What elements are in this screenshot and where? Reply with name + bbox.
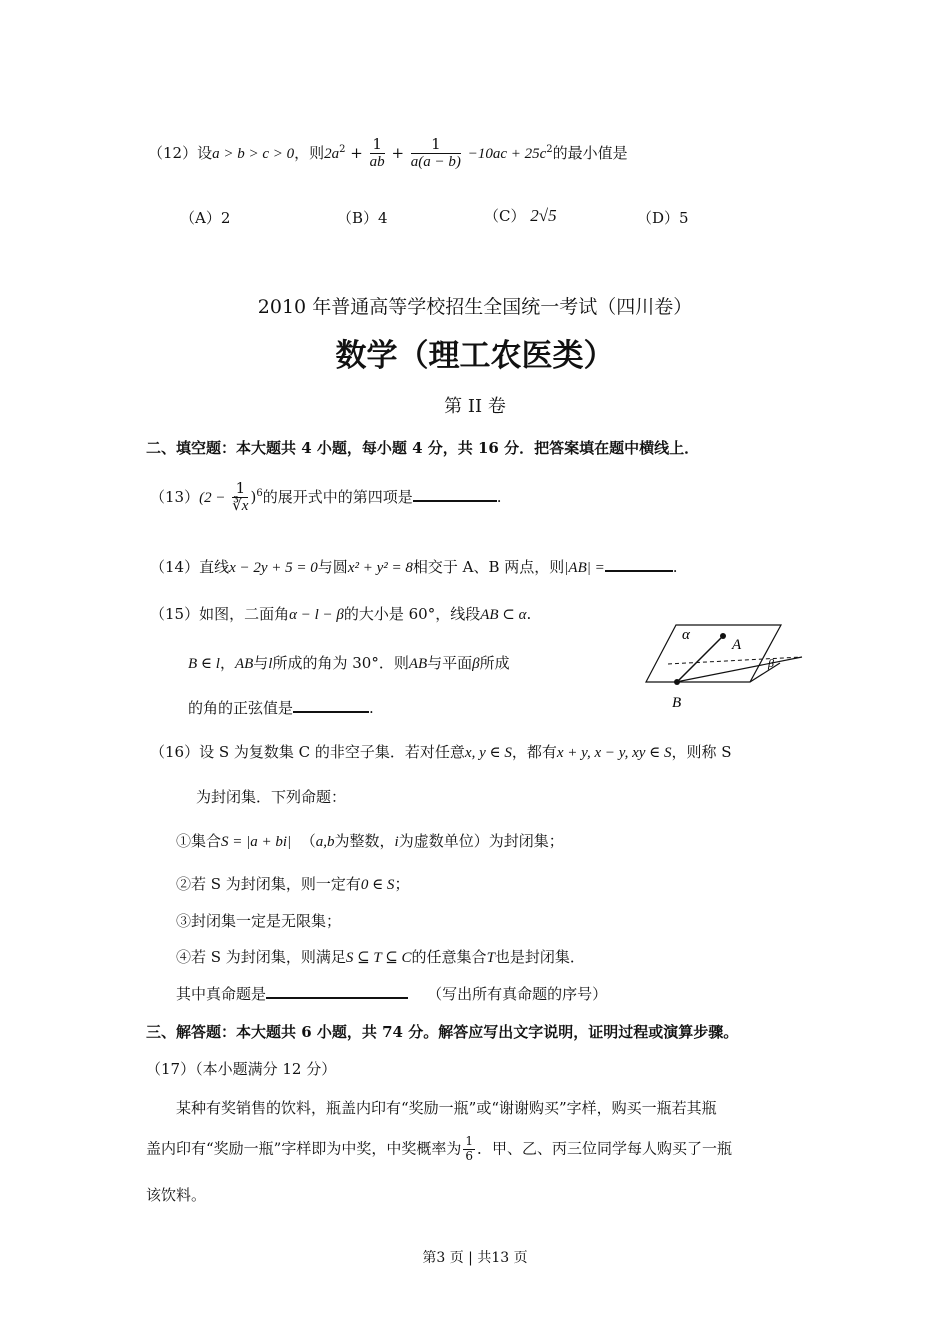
q16-l1c: ，都有 [511, 743, 557, 761]
q16-p4c: 的任意集合 [411, 948, 487, 966]
section3-title: 三、解答题：本大题共 6 小题，共 74 分。解答应写出文字说明，证明过程或演算步骤。 [146, 1023, 739, 1041]
q15-l2c: AB [234, 656, 254, 672]
q16-l1b: x, y ∈ S [464, 745, 512, 761]
q14-end: . [672, 558, 678, 576]
q16-p1d: a,b [315, 834, 335, 850]
q14-ab: |AB| = [564, 560, 605, 576]
page-footer: 第3 页 | 共13 页 [422, 1250, 528, 1266]
q13-answer-blank[interactable] [413, 486, 497, 502]
q15-l2j: 所成 [479, 654, 510, 672]
q12-option-a: （A）2 [180, 209, 231, 227]
q16-p4b: S ⊆ T ⊆ C [345, 950, 412, 966]
q16-p2a: ②若 S 为封闭集，则一定有 [176, 875, 361, 893]
exam-title: 2010 年普通高等学校招生全国统一考试（四川卷） [257, 296, 693, 318]
q15-answer-blank[interactable] [293, 697, 369, 713]
q16-p4a: ④若 S 为封闭集，则满足 [176, 948, 346, 966]
q12-option-c-value: 2√5 [530, 206, 557, 225]
q12-tail: 的最小值是 [552, 143, 628, 162]
q12-condition: a > b > c > 0 [212, 145, 295, 162]
q12-frac1-num: 1 [370, 136, 385, 154]
q15-l2h: 与平面 [427, 654, 473, 672]
q13-end: . [496, 487, 502, 506]
q16-p1f: i [394, 834, 399, 850]
q12-option-d: （D）5 [637, 209, 689, 227]
q15-l3: 的角的正弦值是 [188, 699, 294, 717]
q16-line2: 为封闭集．下列命题： [196, 788, 347, 806]
label-b: B [672, 695, 682, 711]
q13-lead: (2 − [199, 489, 226, 506]
q15-l2i: β [472, 656, 480, 672]
q12-frac2 [411, 136, 461, 172]
section2-title: 二、填空题：本大题共 4 小题，每小题 4 分，共 16 分．把答案填在题中横线上． [146, 439, 700, 457]
q16-p1a: ①集合 [176, 832, 222, 850]
q16-p2b: 0 ∈ S [360, 877, 395, 893]
q16-prop2 [176, 873, 409, 894]
q16-ans-label: 其中真命题是 [176, 985, 267, 1003]
q12-frac1-den: ab [369, 154, 385, 171]
q16-l1a: （16）设 S 为复数集 C 的非空子集．若对任意 [150, 743, 465, 761]
q12-frac1 [370, 136, 385, 172]
q13-frac-den: ∛x [232, 498, 249, 515]
q13-exp: 6 [256, 487, 263, 499]
plane-alpha [646, 625, 781, 682]
q12-plus2: + [391, 143, 405, 162]
q15-l3end: . [369, 699, 374, 717]
q12-frac2-den: a(a − b) [410, 154, 461, 171]
q16-p4e: 也是封闭集． [494, 948, 585, 966]
point-a [720, 633, 726, 639]
q12-number: （12）设 [148, 143, 213, 162]
q16-line1 [150, 741, 732, 762]
q17-l2a: 盖内印有“奖励一瓶”字样即为中奖，中奖概率为 [146, 1139, 462, 1158]
q14-answer-blank[interactable] [605, 556, 673, 572]
q17-line2 [146, 1135, 732, 1164]
q16-prop3: ③封闭集一定是无限集； [176, 912, 342, 930]
q14-line [150, 556, 678, 577]
q13-line [150, 480, 502, 516]
q13-frac [232, 480, 248, 516]
q16-l1e: ，则称 S [671, 743, 732, 761]
q15-l2f: 所成的角为 30°．则 [272, 654, 409, 672]
q12-option-c-label: （C） [484, 207, 526, 225]
point-b [674, 679, 680, 685]
dihedral-angle-figure [640, 620, 810, 715]
q13-number: （13） [150, 487, 200, 506]
q15-l2g: AB [408, 656, 428, 672]
q16-p4d: T [486, 950, 495, 966]
q12-option-b: （B）4 [337, 209, 388, 227]
q15-line3 [188, 697, 374, 718]
q15-line2 [188, 652, 510, 673]
label-beta: β [768, 656, 774, 670]
q16-prop1 [176, 830, 564, 851]
q16-p2c: ； [394, 875, 410, 893]
q15-l2a: B ∈ l [188, 656, 220, 672]
q16-prop4 [176, 946, 585, 967]
q15-l1e: . [526, 605, 532, 623]
q16-answer-line [176, 983, 607, 1004]
q17-frac [463, 1135, 475, 1164]
q15-l2d: 与 [253, 654, 269, 672]
q15-l2b: ， [219, 654, 235, 672]
q12-mid: ，则 [294, 143, 325, 162]
q12-line [148, 136, 628, 172]
q12-frac2-num: 1 [411, 136, 461, 154]
q14-text3: 相交于 A、B 两点，则 [412, 558, 565, 576]
q14-number: （14） [150, 558, 200, 576]
q13-text: 的展开式中的第四项是 [262, 487, 413, 506]
q17-line1: 某种有奖销售的饮料，瓶盖内印有“奖励一瓶”或“谢谢购买”字样，购买一瓶若其瓶 [176, 1099, 717, 1117]
q17-frac-num: 1 [465, 1134, 473, 1148]
q16-p1b: S = |a + bi| [221, 834, 292, 850]
q17-l2b: ．甲、乙、丙三位同学每人购买了一瓶 [476, 1139, 732, 1158]
q17-head: （17）（本小题满分 12 分） [146, 1060, 337, 1078]
label-alpha: α [682, 627, 690, 643]
q17-line3: 该饮料。 [146, 1186, 207, 1204]
q15-l2e: l [268, 656, 273, 672]
q12-term4: −10ac + 25c [467, 145, 547, 162]
q15-l1c: 的大小是 60°，线段 [343, 605, 481, 623]
volume-title: 第 II 卷 [444, 396, 506, 417]
q15-l1a: （15）如图，二面角 [150, 605, 290, 623]
q12-sup1: 2 [339, 143, 346, 155]
q16-p1g: 为虚数单位）为封闭集； [398, 832, 564, 850]
q15-line1 [150, 603, 531, 624]
q16-p1e: 为整数， [334, 832, 395, 850]
q16-p1c: （ [300, 832, 316, 850]
q15-ab-subset: AB ⊂ α [480, 607, 527, 623]
q12-sup2: 2 [546, 143, 553, 155]
q12-option-c [484, 205, 557, 226]
q16-l1d: x + y, x − y, xy ∈ S [556, 745, 672, 761]
q16-ans-note: （写出所有真命题的序号） [427, 985, 608, 1003]
q16-answer-blank[interactable] [266, 983, 408, 999]
q17-frac-den: 6 [465, 1148, 473, 1163]
q15-angle: α − l − β [289, 607, 344, 623]
q13-close: ) [250, 487, 257, 506]
label-a: A [732, 637, 742, 653]
q12-plus1: + [350, 143, 363, 162]
q14-line-eq: x − 2y + 5 = 0 [229, 560, 318, 576]
q14-circle-eq: x² + y² = 8 [347, 560, 413, 576]
q14-text2: 与圆 [317, 558, 348, 576]
q12-term1: 2a [324, 145, 340, 162]
subject-title: 数学（理工农医类） [335, 338, 615, 374]
q13-frac-num: 1 [232, 480, 248, 498]
q14-text1: 直线 [199, 558, 230, 576]
